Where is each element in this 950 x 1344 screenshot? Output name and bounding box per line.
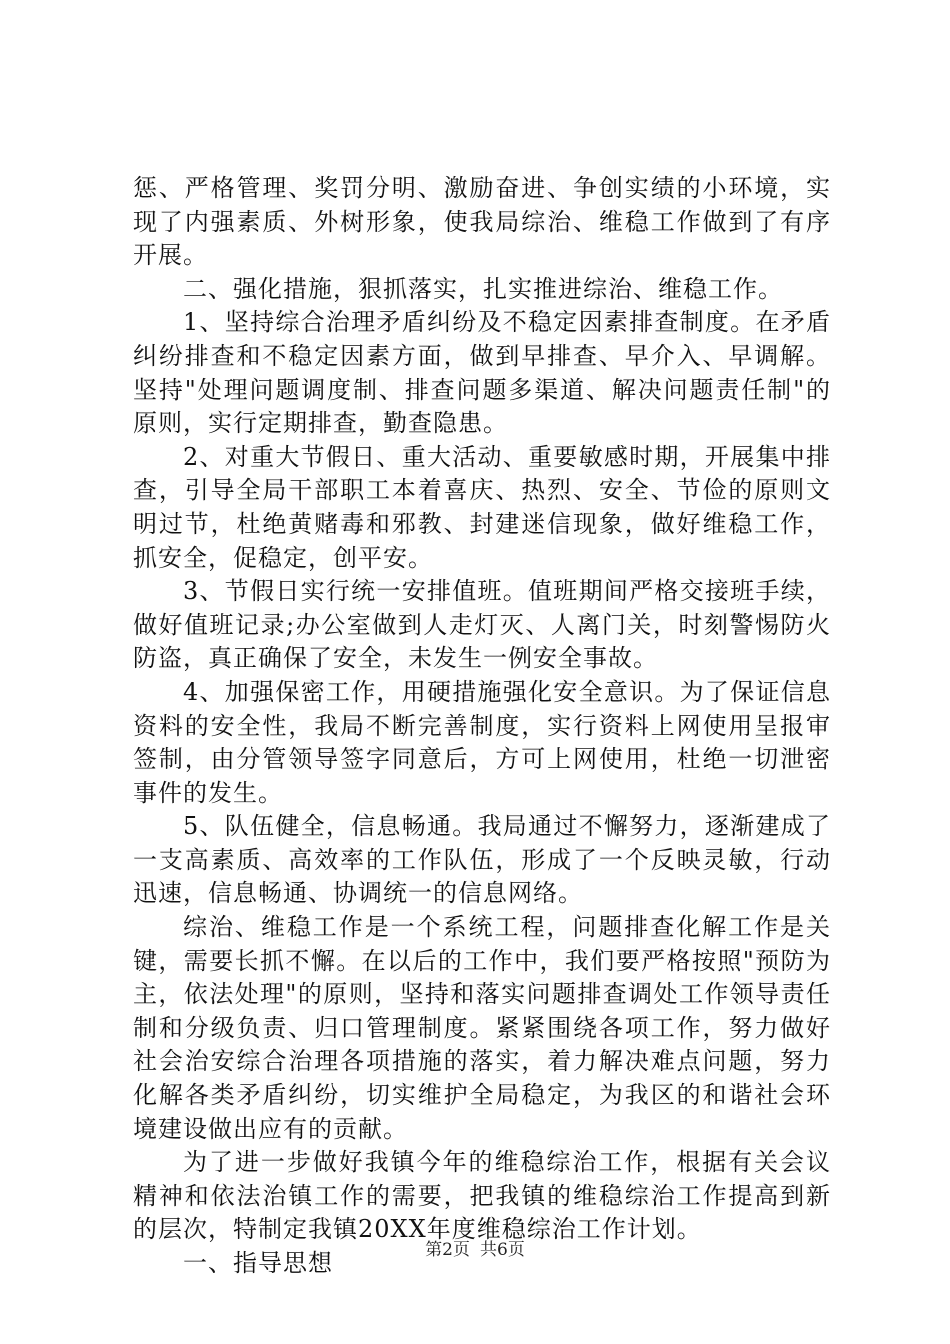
paragraph: 2、对重大节假日、重大活动、重要敏感时期，开展集中排查，引导全局干部职工本着喜庆、热烈、安全、节俭的原则文明过节，杜绝黄赌毒和邪教、封建迷信现象，做好维稳工作，抓安全，促稳定，创平安。 (133, 442, 831, 572)
paragraph: 为了进一步做好我镇今年的维稳综治工作，根据有关会议精神和依法治镇工作的需要，把我镇的维稳综治工作提高到新的层次，特制定我镇20XX年度维稳综治工作计划。 (133, 1148, 831, 1244)
paragraph: 3、节假日实行统一安排值班。值班期间严格交接班手续，做好值班记录;办公室做到人走灯灭、人离门关，时刻警惕防火防盗，真正确保了安全，未发生一例安全事故。 (133, 577, 831, 673)
paragraph: 综治、维稳工作是一个系统工程，问题排查化解工作是关键，需要长抓不懈。在以后的工作中，我们要严格按照"预防为主，依法处理"的原则，坚持和落实问题排查调处工作领导责任制和分级负责、归口管理制度。紧紧围绕各项工作，努力做好社会治安综合治理各项措施的落实，着力解决难点问题，努力化解各类矛盾纠纷，切实维护全局稳定，为我区的和谐社会环境建设做出应有的贡献。 (133, 913, 831, 1143)
paragraph: 4、加强保密工作，用硬措施强化安全意识。为了保证信息资料的安全性，我局不断完善制度，实行资料上网使用呈报审签制，由分管领导签字同意后，方可上网使用，杜绝一切泄密事件的发生。 (133, 677, 831, 807)
page-footer (0, 1238, 950, 1262)
paragraph: 一、指导思想 (183, 1249, 333, 1277)
page-number-current: 第2页 (425, 1240, 470, 1260)
document-body (133, 172, 831, 1281)
paragraph: 1、坚持综合治理矛盾纠纷及不稳定因素排查制度。在矛盾纠纷排查和不稳定因素方面，做到早排查、早介入、早调解。坚持"处理问题调度制、排查问题多渠道、解决问题责任制"的原则，实行定期排查，勤查隐患。 (133, 308, 831, 438)
paragraph: 5、队伍健全，信息畅通。我局通过不懈努力，逐渐建成了一支高素质、高效率的工作队伍，形成了一个反映灵敏，行动迅速，信息畅通、协调统一的信息网络。 (133, 812, 831, 908)
page-number-total: 共6页 (480, 1240, 525, 1260)
paragraph: 惩、严格管理、奖罚分明、激励奋进、争创实绩的小环境，实现了内强素质、外树形象，使我局综治、维稳工作做到了有序开展。 (133, 174, 831, 270)
paragraph: 二、强化措施，狠抓落实，扎实推进综治、维稳工作。 (183, 274, 783, 303)
